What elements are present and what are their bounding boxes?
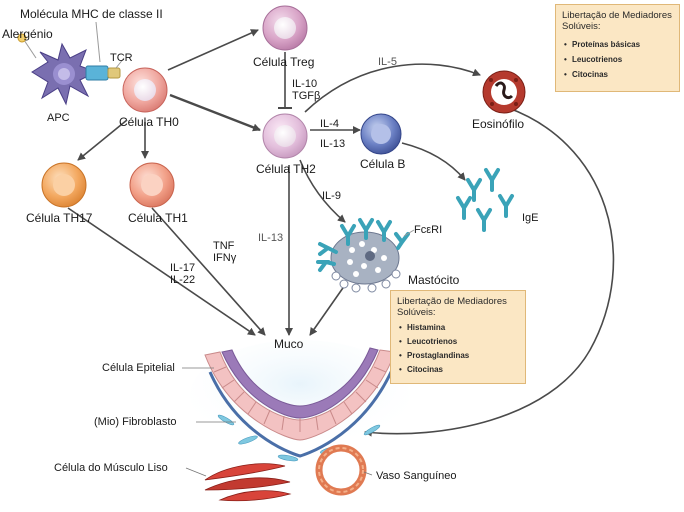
arrow-th17-muco (68, 208, 255, 335)
label-eosinofilo: Eosinófilo (472, 117, 525, 131)
mhc-molecule (86, 66, 108, 80)
label-muco: Muco (274, 337, 304, 351)
ige-antibodies (458, 170, 512, 230)
eosinophil-cell (483, 71, 525, 113)
mediators-box-eosinophil (555, 4, 680, 92)
label-il13-m: IL-13 (258, 232, 284, 244)
label-th1: Célula TH1 (128, 211, 188, 225)
box-eosinophil-list (562, 37, 673, 83)
mhc-pointer (96, 22, 100, 62)
box-mast-item: • Prostaglandinas (407, 349, 519, 363)
label-fibroblasto: (Mio) Fibroblasto (94, 416, 177, 428)
box-eosinophil-title: Libertação de Mediadores Solúveis: (562, 10, 672, 33)
label-th17: Célula TH17 (26, 211, 93, 225)
label-th0: Célula TH0 (119, 115, 179, 129)
label-tgfb: TGFβ (292, 90, 321, 102)
box-mast-title: Libertação de Mediadores Solúveis: (397, 296, 507, 319)
smooth-muscle-cells (205, 464, 290, 501)
box-mast-item: • Citocinas (407, 363, 519, 377)
label-mastocito: Mastócito (408, 273, 460, 287)
th2-cell (263, 114, 307, 158)
box-mast-item: • Histamina (407, 321, 519, 335)
label-treg: Célula Treg (253, 55, 315, 69)
arrow-il5-eosinophil (305, 64, 480, 112)
label-alergenio: Alergénio (2, 27, 53, 41)
label-epitelial: Célula Epitelial (102, 362, 175, 374)
box-eosinophil-item: • Citocinas (572, 67, 673, 82)
label-ige: IgE (522, 212, 539, 224)
label-ifng: IFNγ (213, 252, 237, 264)
th0-cell (123, 68, 167, 112)
box-eosinophil-item: • Proteínas básicas (572, 37, 673, 52)
arrow-celb-ige (402, 143, 465, 180)
label-il5: IL-5 (378, 56, 397, 68)
arrow-th1-muco (152, 208, 265, 335)
label-fceri: FcεRI (414, 224, 443, 236)
mast-cell (331, 232, 400, 292)
arrow-th0-th2 (170, 95, 260, 130)
label-vaso: Vaso Sanguíneo (376, 470, 457, 482)
label-il22: IL-22 (170, 274, 196, 286)
tcr-receptor (108, 68, 120, 78)
label-il10: IL-10 (292, 78, 318, 90)
label-tnf: TNF (213, 240, 235, 252)
mediators-box-mast (390, 290, 526, 384)
label-mhc: Molécula MHC de classe II (20, 7, 163, 21)
label-il13-b: IL-13 (320, 138, 346, 150)
label-tcr: TCR (110, 52, 133, 64)
th17-cell (42, 163, 86, 207)
label-celb: Célula B (360, 157, 406, 171)
box-eosinophil-item: • Leucotrienos (572, 52, 673, 67)
treg-cell (263, 6, 307, 50)
box-mast-item: • Leucotrienos (407, 335, 519, 349)
th1-cell (130, 163, 174, 207)
label-il9: IL-9 (322, 190, 341, 202)
arrow-th0-treg (168, 30, 258, 70)
b-cell (361, 114, 401, 154)
label-musculo: Célula do Músculo Liso (54, 462, 168, 474)
label-il17: IL-17 (170, 262, 196, 274)
label-th2: Célula TH2 (256, 162, 316, 176)
label-il4: IL-4 (320, 118, 339, 130)
arrow-mast-muco (310, 285, 345, 335)
blood-vessel (319, 448, 363, 492)
label-apc: APC (47, 112, 70, 124)
box-mast-list (397, 321, 519, 377)
